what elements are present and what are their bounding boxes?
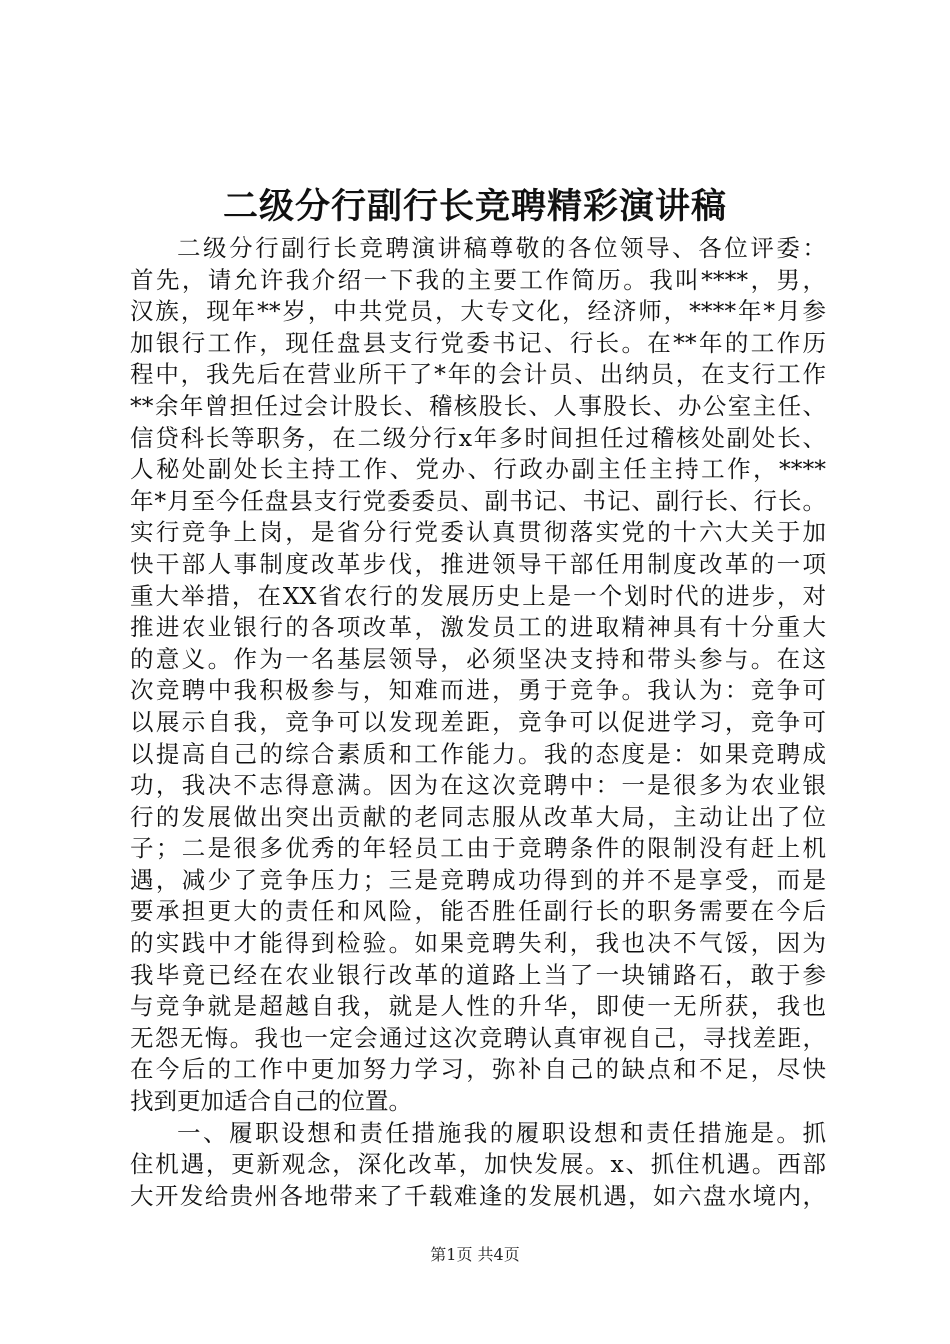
document-body [130, 233, 826, 1212]
body-line: 推进农业银行的各项改革，激发员工的进取精神具有十分重大 [130, 613, 826, 642]
body-line: 功，我决不志得意满。因为在这次竞聘中：一是很多为农业银 [130, 771, 826, 800]
document-title: 二级分行副行长竞聘精彩演讲稿 [222, 186, 727, 227]
body-line: 的实践中才能得到检验。如果竞聘失利，我也决不气馁，因为 [130, 929, 826, 958]
body-line: 无怨无悔。我也一定会通过这次竞聘认真审视自己，寻找差距， [130, 1023, 826, 1052]
body-line: 汉族，现年**岁，中共党员，大专文化，经济师，****年*月参 [130, 297, 826, 326]
body-line: 年*月至今任盘县支行党委委员、副书记、书记、副行长、行长。 [130, 486, 826, 515]
body-line: 的意义。作为一名基层领导，必须坚决支持和带头参与。在这 [130, 644, 826, 673]
body-line: 找到更加适合自己的位置。 [130, 1087, 412, 1116]
body-line: 快干部人事制度改革步伐，推进领导干部任用制度改革的一项 [130, 549, 826, 578]
body-line: 一、履职设想和责任措施我的履职设想和责任措施是。抓 [177, 1118, 826, 1147]
body-line: 以展示自我，竞争可以发现差距，竞争可以促进学习，竞争可 [130, 707, 826, 736]
body-line: 二级分行副行长竞聘演讲稿尊敬的各位领导、各位评委： [177, 234, 826, 262]
body-line: 在今后的工作中更加努力学习，弥补自己的缺点和不足，尽快 [130, 1055, 826, 1084]
body-line: 我毕竟已经在农业银行改革的道路上当了一块铺路石，敢于参 [130, 960, 826, 989]
body-line: 信贷科长等职务，在二级分行x年多时间担任过稽核处副处长、 [130, 423, 826, 452]
body-line: 行的发展做出突出贡献的老同志服从改革大局，主动让出了位 [130, 802, 826, 831]
body-line: 实行竞争上岗，是省分行党委认真贯彻落实党的十六大关于加 [130, 518, 826, 547]
body-line: 次竞聘中我积极参与，知难而进，勇于竞争。我认为：竞争可 [130, 676, 826, 705]
page-number-footer: 第1页 共4页 [430, 1245, 520, 1264]
body-line: 加银行工作，现任盘县支行党委书记、行长。在**年的工作历 [130, 328, 826, 357]
body-line: 大开发给贵州各地带来了千载难逢的发展机遇，如六盘水境内， [130, 1181, 826, 1210]
body-line: 与竞争就是超越自我，就是人性的升华，即使一无所获，我也 [130, 992, 826, 1021]
body-line: 人秘处副处长主持工作、党办、行政办副主任主持工作，**** [130, 455, 826, 484]
body-line: 程中，我先后在营业所干了*年的会计员、出纳员，在支行工作 [130, 360, 826, 389]
body-line: 重大举措，在XX省农行的发展历史上是一个划时代的进步，对 [130, 581, 826, 610]
body-line: 住机遇，更新观念，深化改革，加快发展。x、抓住机遇。西部 [130, 1150, 826, 1179]
body-line: 以提高自己的综合素质和工作能力。我的态度是：如果竞聘成 [130, 739, 826, 768]
body-line: 遇，减少了竞争压力；三是竞聘成功得到的并不是享受，而是 [130, 865, 826, 894]
body-line: 要承担更大的责任和风险，能否胜任副行长的职务需要在今后 [130, 897, 826, 926]
body-line: **余年曾担任过会计股长、稽核股长、人事股长、办公室主任、 [130, 391, 826, 420]
body-line: 首先，请允许我介绍一下我的主要工作简历。我叫****，男， [130, 265, 826, 294]
body-line: 子；二是很多优秀的年轻员工由于竞聘条件的限制没有赶上机 [130, 834, 826, 863]
